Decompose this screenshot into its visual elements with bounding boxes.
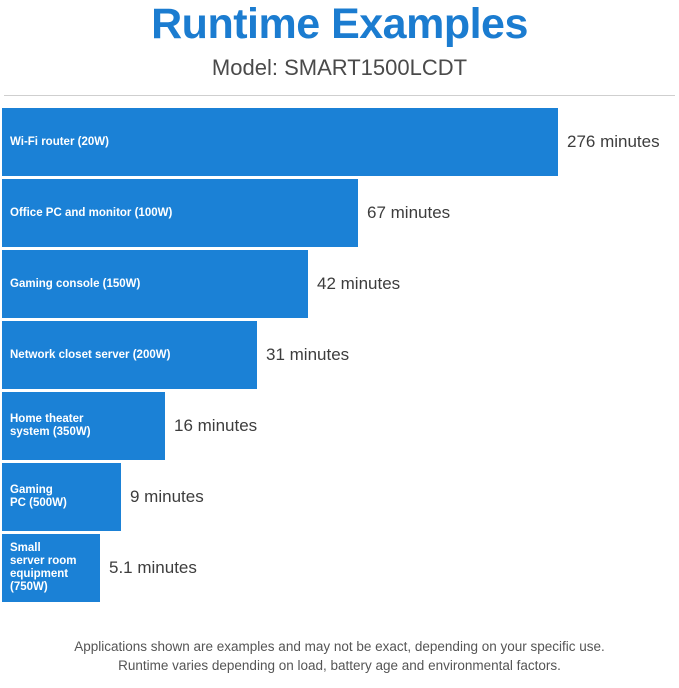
- bar-value-label: 16 minutes: [174, 416, 258, 436]
- bar: [2, 321, 257, 389]
- bar: [2, 534, 100, 602]
- bar-row: [2, 463, 677, 531]
- footnote-line-2: Runtime varies depending on load, battery age and environmental factors.: [118, 658, 561, 674]
- bar-label: Network closet server (200W): [10, 348, 171, 361]
- bar-value-label: 276 minutes: [567, 132, 660, 152]
- bar-value-label: 31 minutes: [266, 345, 350, 365]
- bar-row: [2, 250, 677, 318]
- header-divider: [4, 95, 675, 96]
- bar-value-label: 5.1 minutes: [109, 558, 197, 578]
- bar: [2, 392, 165, 460]
- bar: [2, 179, 358, 247]
- bar-value-label: 67 minutes: [367, 203, 451, 223]
- bar: [2, 108, 558, 176]
- bar-row: [2, 179, 677, 247]
- bar: [2, 250, 308, 318]
- bar-row: [2, 534, 677, 602]
- bar-label: Wi-Fi router (20W): [10, 135, 109, 148]
- bar-value-label: 42 minutes: [317, 274, 401, 294]
- bar-label: Gaming console (150W): [10, 277, 141, 290]
- chart-title: Runtime Examples: [151, 0, 528, 48]
- bar-label: Home theater system (350W): [10, 412, 91, 439]
- chart-footnote: [0, 637, 679, 676]
- bar-row: [2, 392, 677, 460]
- chart-subtitle: Model: SMART1500LCDT: [211, 55, 468, 81]
- bar-row: [2, 108, 677, 176]
- bar-row: [2, 321, 677, 389]
- bar-label: Gaming PC (500W): [10, 483, 67, 510]
- bar-label: Office PC and monitor (100W): [10, 206, 173, 219]
- bar-value-label: 9 minutes: [130, 487, 204, 507]
- bar: [2, 463, 121, 531]
- footnote-line-1: Applications shown are examples and may not be exact, depending on your specific use.: [74, 638, 605, 654]
- bar-label: Small server room equipment (750W): [10, 541, 77, 594]
- bar-list: [0, 108, 679, 602]
